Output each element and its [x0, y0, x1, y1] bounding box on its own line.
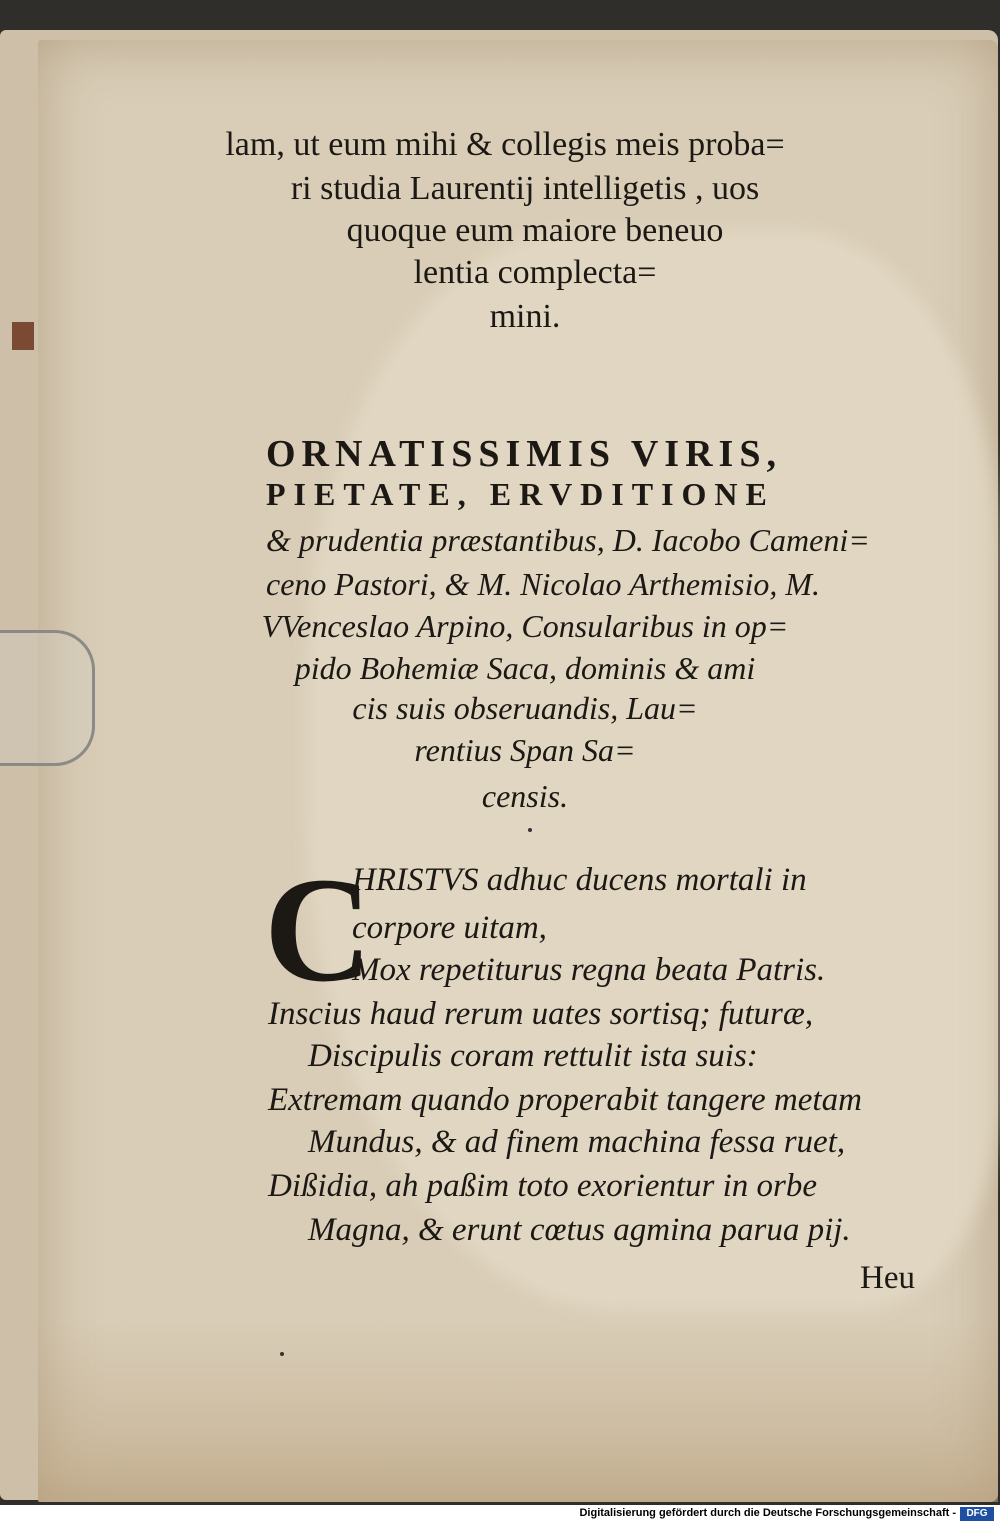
- text-line: quoque eum maiore beneuo: [346, 212, 724, 249]
- dedication-line: censis.: [481, 778, 569, 814]
- dedication-line: pido Bohemiæ Saca, dominis & ami: [294, 650, 756, 686]
- drop-cap: C: [264, 847, 373, 1013]
- poem-line: Extremam quando properabit tangere metam: [268, 1082, 862, 1118]
- footer-credit: Digitalisierung gefördert durch die Deutsche Forschungsgemeinschaft -: [579, 1507, 956, 1519]
- catchword: Heu: [860, 1260, 915, 1296]
- ink-speck: [280, 1352, 284, 1356]
- poem-line: Dißidia, ah paßim toto exorientur in orbe: [268, 1168, 818, 1204]
- text-line: lam, ut eum mihi & collegis meis proba=: [225, 126, 785, 163]
- text-line: lentia complecta=: [413, 254, 657, 291]
- poem-line: Discipulis coram rettulit ista suis:: [308, 1038, 758, 1074]
- poem-line: Inscius haud rerum uates sortisq; futuræ,: [268, 996, 814, 1032]
- dfg-logo: DFG: [960, 1507, 994, 1521]
- dedication-heading: PIETATE, ERVDITIONE: [266, 476, 775, 512]
- text-line: mini.: [489, 298, 561, 335]
- dedication-line: ceno Pastori, & M. Nicolao Arthemisio, M.: [266, 566, 821, 602]
- poem-line: Magna, & erunt cœtus agmina parua pij.: [308, 1212, 851, 1248]
- dedication-line: VVenceslao Arpino, Consularibus in op=: [261, 608, 789, 644]
- dedication-line: cis suis obseruandis, Lau=: [352, 690, 698, 726]
- poem-line: corpore uitam,: [352, 910, 547, 946]
- poem-line: Mox repetiturus regna beata Patris.: [352, 952, 826, 988]
- poem-line: Mundus, & ad finem machina fessa ruet,: [308, 1124, 846, 1160]
- paper-bottom-stain: [38, 1320, 998, 1502]
- text-line: ri studia Laurentij intelligetis , uos: [290, 170, 760, 207]
- page-tab-marker: [12, 322, 34, 350]
- dedication-heading: ORNATISSIMIS VIRIS,: [266, 433, 782, 475]
- poem-line: HRISTVS adhuc ducens mortali in: [352, 862, 807, 898]
- page-clip: [0, 630, 95, 766]
- dedication-line: rentius Span Sa=: [414, 732, 636, 768]
- ink-speck: [528, 828, 532, 832]
- digitization-footer: [0, 1505, 1000, 1523]
- dedication-line: & prudentia præstantibus, D. Iacobo Cameni=: [266, 522, 870, 558]
